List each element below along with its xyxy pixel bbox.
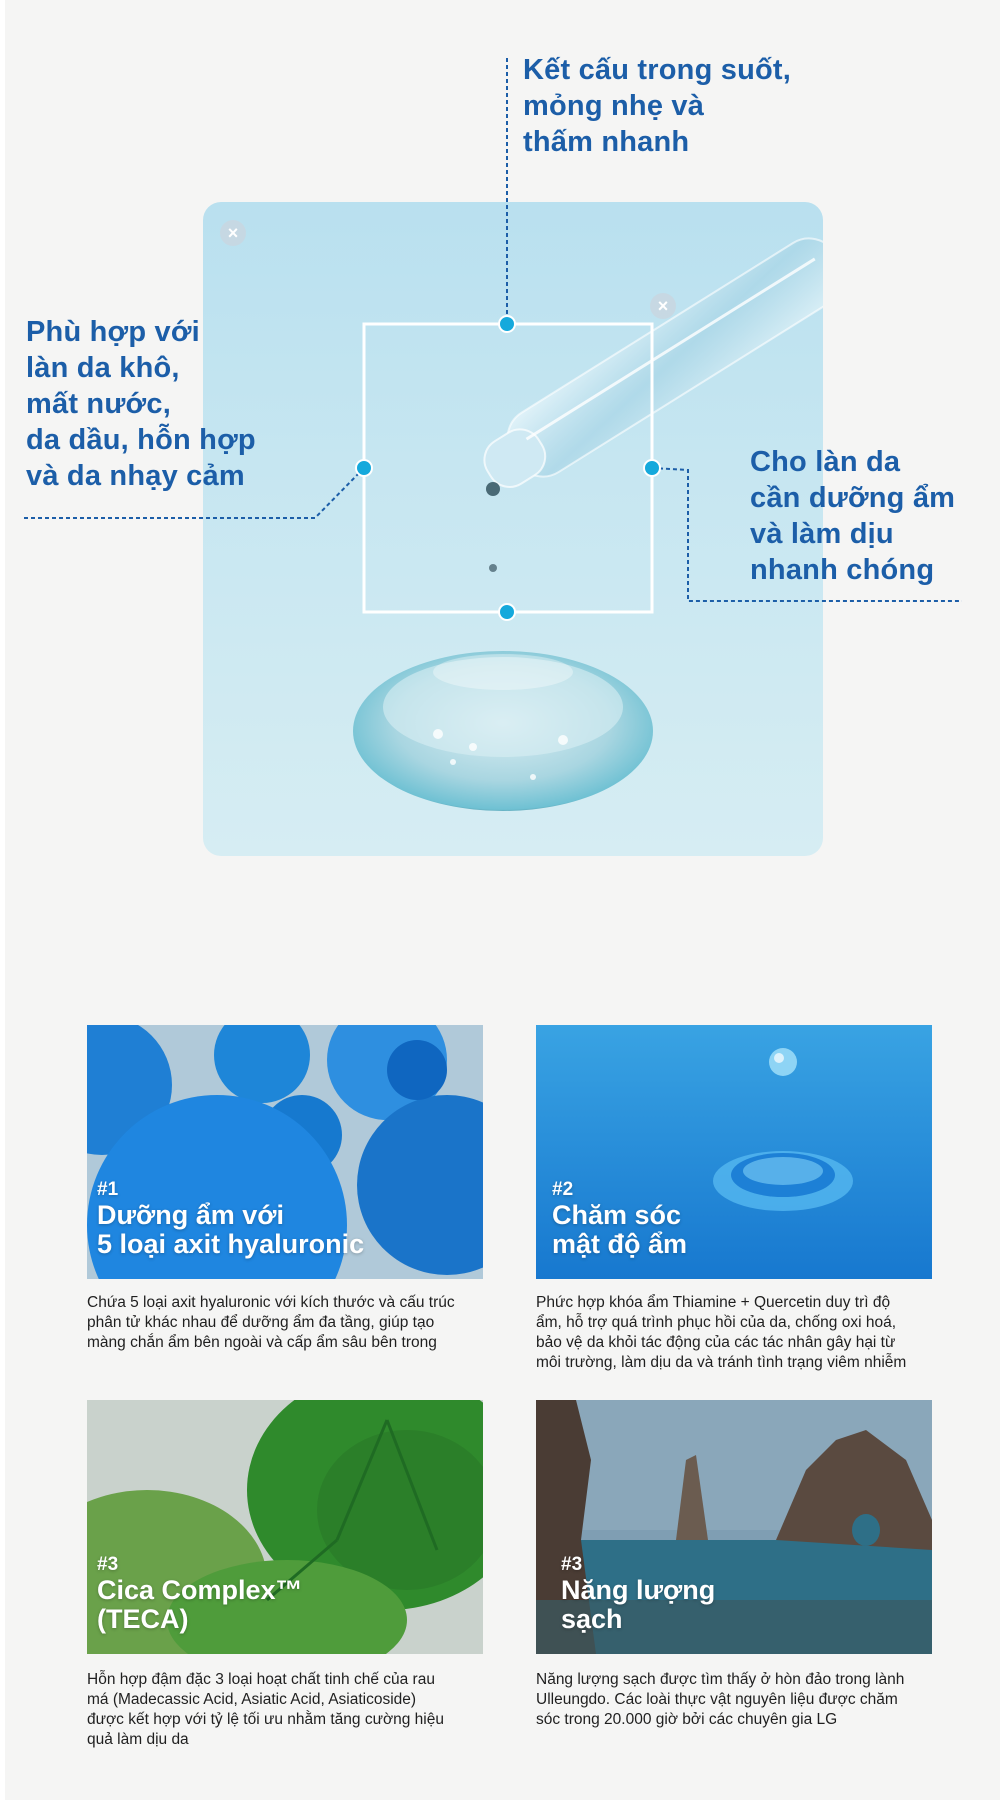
hotspot-dot-icon[interactable] — [356, 460, 372, 476]
callout-line: Cho làn da — [750, 446, 901, 478]
callout-line: mất nước, — [26, 388, 171, 420]
feature-description — [536, 1293, 956, 1373]
callout-line: da dầu, hỗn hợp — [26, 424, 256, 456]
callout-line: mỏng nhẹ và — [523, 90, 705, 122]
description-line: ẩm, hỗ trợ quá trình phục hồi của da, chống oxi hoá, — [536, 1314, 897, 1331]
feature-card-image-clean-energy — [536, 1400, 932, 1654]
feature-card-image-hyaluronic — [87, 1025, 483, 1279]
callout-line: làn da khô, — [26, 352, 180, 384]
description-line: Hỗn hợp đậm đặc 3 loại hoạt chất tinh chế của rau — [87, 1671, 435, 1688]
close-icon[interactable]: × — [220, 220, 246, 246]
hotspot-dot-icon[interactable] — [499, 604, 515, 620]
feature-card-image-cica — [87, 1400, 483, 1654]
hotspot-dot-icon[interactable] — [644, 460, 660, 476]
callout-line: và da nhạy cảm — [26, 460, 245, 492]
feature-title: Dưỡng ẩm với — [97, 1200, 284, 1230]
feature-title: mật độ ẩm — [552, 1229, 688, 1259]
feature-description — [536, 1670, 956, 1730]
callout-line: cần dưỡng ẩm — [750, 482, 956, 514]
callout-skin-types — [26, 314, 256, 494]
callout-line: Kết cấu trong suốt, — [523, 54, 792, 86]
feature-description — [87, 1293, 507, 1353]
callout-line: nhanh chóng — [750, 554, 935, 586]
callout-line: Phù hợp với — [26, 316, 200, 348]
description-line: sóc trong 20.000 giờ bởi các chuyên gia LG — [536, 1711, 838, 1728]
feature-card-image-moisture — [536, 1025, 932, 1279]
description-line: Ulleungdo. Các loài thực vật nguyên liệu được chăm — [536, 1691, 898, 1708]
feature-title: (TECA) — [97, 1604, 189, 1634]
description-line: màng chắn ẩm bên ngoài và cấp ẩm sâu bên trong — [87, 1334, 437, 1351]
feature-label — [97, 1179, 364, 1259]
callout-hydration — [750, 444, 955, 588]
feature-number: #3 — [561, 1554, 583, 1575]
callout-line: và làm dịu — [750, 518, 894, 550]
feature-number: #1 — [97, 1179, 119, 1200]
feature-label — [97, 1554, 303, 1634]
feature-description — [87, 1670, 507, 1750]
feature-number: #3 — [97, 1554, 119, 1575]
callout-line: thấm nhanh — [523, 126, 690, 158]
description-line: bảo vệ da khỏi tác động của các tác nhân gây hại từ — [536, 1334, 896, 1351]
feature-label — [561, 1554, 715, 1634]
feature-number: #2 — [552, 1179, 574, 1200]
description-line: Phức hợp khóa ẩm Thiamine + Quercetin duy trì độ — [536, 1294, 891, 1311]
feature-title: Chăm sóc — [552, 1200, 682, 1230]
feature-title: sạch — [561, 1604, 623, 1634]
description-line: được kết hợp với tỷ lệ tối ưu nhằm tăng cường hiệu — [87, 1711, 444, 1728]
feature-title: Năng lượng — [561, 1575, 716, 1605]
callout-texture — [523, 52, 791, 160]
feature-title: Cica Complex™ — [97, 1575, 303, 1605]
description-line: quả làm dịu da — [87, 1731, 189, 1748]
close-icon[interactable]: × — [650, 293, 676, 319]
description-line: má (Madecassic Acid, Asiatic Acid, Asiaticoside) — [87, 1691, 417, 1708]
description-line: môi trường, làm dịu da và tránh tình trạng viêm nhiễm — [536, 1354, 907, 1371]
hotspot-dot-icon[interactable] — [499, 316, 515, 332]
description-line: Năng lượng sạch được tìm thấy ở hòn đảo trong lành — [536, 1671, 905, 1688]
feature-label — [552, 1179, 687, 1259]
description-line: Chứa 5 loại axit hyaluronic với kích thước và cấu trúc — [87, 1294, 455, 1311]
description-line: phân tử khác nhau để dưỡng ẩm đa tầng, giúp tạo — [87, 1314, 435, 1331]
feature-title: 5 loại axit hyaluronic — [97, 1229, 365, 1259]
